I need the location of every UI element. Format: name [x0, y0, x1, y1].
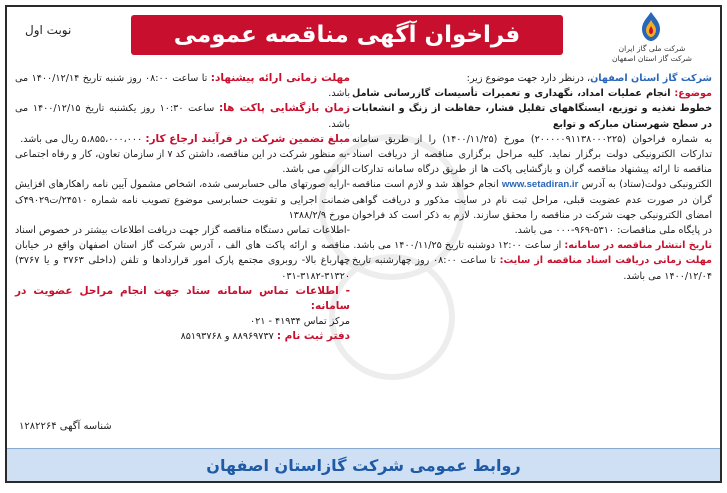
call-paragraph [352, 132, 712, 238]
company-logo [592, 11, 712, 63]
left-column [15, 71, 350, 345]
header [7, 7, 720, 65]
publish-text: از ساعت ۱۲:۰۰ دوشنبه تاریخ ۱۴۰۰/۱۱/۲۵ می باشد. [353, 240, 562, 252]
contact-label: - اطلاعات تماس سامانه ستاد جهت انجام مراحل عضویت در سامانه: [15, 284, 350, 313]
subject-label: موضوع: [674, 88, 712, 100]
call-text-a: به شماره فراخوان (۲۰۰۰۰۰۹۱۱۳۸۰۰۰۲۲۵) مورخ (۱۴۰۰/۱۱/۲۵) را از طریق سامانه تدارکات الکترونیکی دولت برگزار نماید. کلیه مراحل برگزاری مناقصه از دریافت اسناد مناقصه تا ارائه پیشنهاد مناقصه گران و بازگشایی پاکت ها از طریق درگاه سامانه تدارکات الکترونیکی دولت(ستاد) به آدرس [352, 133, 713, 191]
publish-label: تاریخ انتشار مناقصه در سامانه: [564, 240, 712, 252]
round-label: نوبت اول [25, 23, 72, 37]
org-name-line1: شرکت ملی گاز ایران [618, 44, 686, 53]
opening-text: ساعت ۱۰:۳۰ روز یکشنبه تاریخ ۱۴۰۰/۱۲/۱۵ می باشد. [15, 103, 350, 130]
intro-text: ، درنظر دارد جهت موضوع زیر: [466, 73, 591, 84]
register-text: ۸۸۹۶۹۷۳۷ و ۸۵۱۹۳۷۶۸ [180, 331, 274, 343]
publish-paragraph [352, 238, 712, 253]
docs-text: تا ساعت ۰۸:۰۰ روز چهارشنبه تاریخ ۱۴۰۰/۱۲/۰۴ می باشد. [352, 255, 712, 282]
footer-band [7, 448, 720, 481]
note-contact: -اطلاعات تماس دستگاه مناقصه گزار جهت دریافت اطلاعات بیشتر در خصوص اسناد مناقصه و ارائه پاکت های الف ، آدرس شرکت گاز استان اصفهان واقع در خیابان چهارباغ بالا- روبروی مجتمع پارک امور قراردادها و تلفن (داخلی ۳۷۶۳ و یا ۳۷۶۷) ۳۱۳۲۰-۳۱۸۲-۰۳۱ [15, 225, 351, 282]
guarantee-text: ۵،۸۵۵،۰۰۰،۰۰۰ ریال می باشد. [20, 133, 143, 145]
docs-paragraph [352, 253, 712, 283]
note-financial: -ارایه صورتهای مالی حسابرسی شده، اشخاص مشمول آیین نامه راهکارهای افزایش ضمانت اجرایی و تقویت حسابرسی موضوع تصویب نامه شماره ۲۴۵۱۰/ت۴۹۰۲۹ک مورخ ۱۳۸۸/۲/۹ [15, 179, 350, 221]
submit-paragraph [15, 71, 350, 101]
call-text-b: انجام خواهد شد و لازم است مناقصه گران در صورت عدم عضویت قبلی، مراحل ثبت نام در سایت مذکور و دریافت گواهی امضای الکترونیکی جهت شرکت در مناقصه را محقق سازند. لازم به ذکر است کد فراخوان در پایگاه ملی مناقصات: ۵۳۱۰-۹۶۹-۰۰۰ می باشد. [352, 179, 712, 237]
submit-text: تا ساعت ۰۸:۰۰ روز شنبه تاریخ ۱۴۰۰/۱۲/۱۴ می باشد. [15, 73, 350, 100]
subject-text: انجام عملیات امداد، نگهداری و تعمیرات تأسیسات گازرسانی شامل خطوط تغذیه و توزیع، ایستگاههای تقلیل فشار، حفاظت از زنگ و انشعابات در سطح شهرستان مبارکه و توابع [352, 88, 712, 130]
subject-paragraph [352, 86, 712, 132]
gas-company-logo-icon [636, 11, 666, 43]
footer-text: روابط عمومی شرکت گازاستان اصفهان [206, 455, 521, 475]
setadiran-link[interactable]: www.setadiran.ir [501, 179, 579, 191]
docs-label: مهلت زمانی دریافت اسناد مناقصه از سایت: [499, 255, 712, 267]
contact-center: مرکز تماس ۴۱۹۳۴ - ۰۲۱ [249, 316, 350, 328]
notice-title: فراخوان آگهی مناقصه عمومی [131, 15, 563, 55]
notice-page [5, 5, 722, 483]
right-column [352, 71, 712, 284]
note-tamin: -به منظور شرکت در این مناقصه، داشتن کد ۷ از سازمان تعاون، کار و رفاه اجتماعی الزامی می باشد. [15, 149, 350, 176]
company-name: شرکت گاز استان اصفهان [590, 73, 712, 84]
ad-id: شناسه آگهی ۱۲۸۲۲۶۴ [19, 421, 112, 432]
intro-paragraph [352, 71, 712, 86]
guarantee-paragraph [15, 132, 350, 147]
opening-paragraph [15, 101, 350, 131]
register-label: دفتر ثبت نام : [276, 330, 350, 343]
opening-label: زمان بازگشایی پاکت ها: [218, 102, 350, 115]
org-name-line2: شرکت گاز استان اصفهان [612, 54, 692, 63]
submit-label: مهلت زمانی ارائه پیشنهاد: [210, 72, 350, 84]
contact-register [15, 329, 350, 344]
guarantee-label: مبلغ تضمین شرکت در فرآیند ارجاع کار: [145, 132, 350, 145]
